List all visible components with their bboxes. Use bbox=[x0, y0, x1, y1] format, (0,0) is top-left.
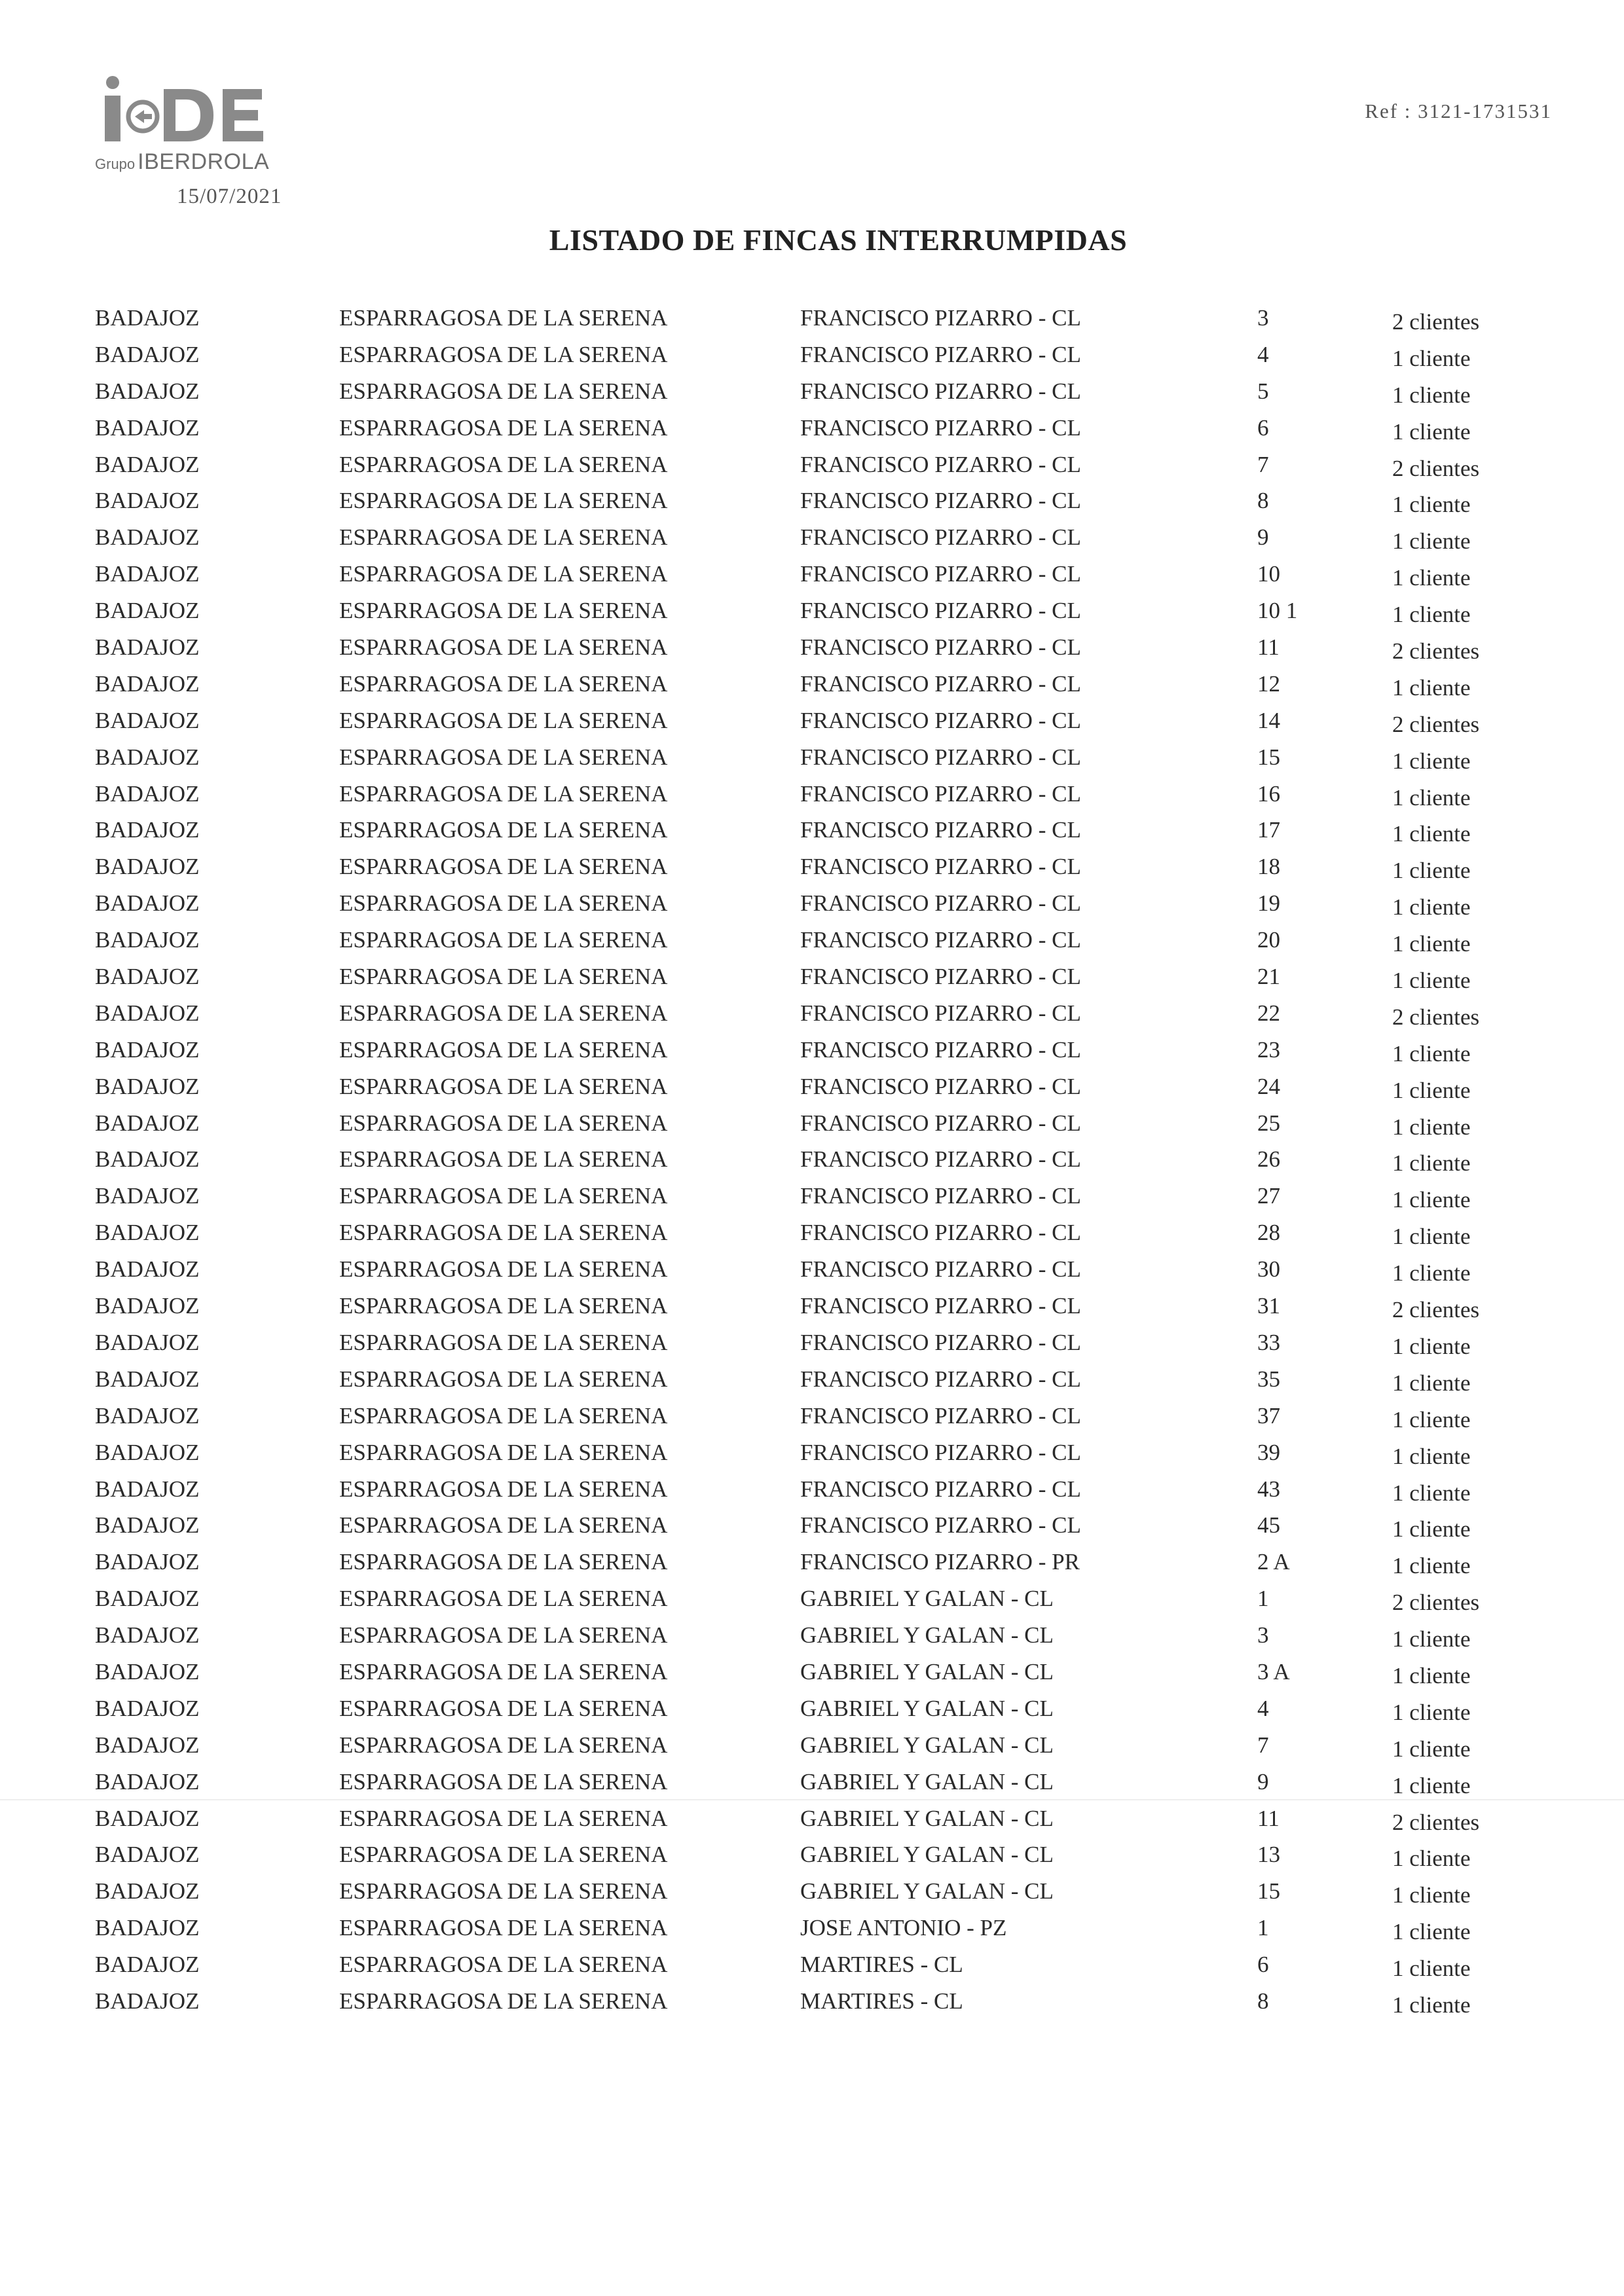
province-cell: BADAJOZ bbox=[95, 1915, 200, 1941]
street-cell: FRANCISCO PIZARRO - CL bbox=[800, 341, 1081, 367]
municipality-cell: ESPARRAGOSA DE LA SERENA bbox=[339, 1512, 668, 1539]
table-row bbox=[0, 1403, 1624, 1440]
clients-cell: 1 cliente bbox=[1392, 1187, 1471, 1213]
street-cell: GABRIEL Y GALAN - CL bbox=[800, 1805, 1054, 1831]
province-cell: BADAJOZ bbox=[95, 634, 200, 661]
street-cell: FRANCISCO PIZARRO - CL bbox=[800, 890, 1081, 917]
street-cell: FRANCISCO PIZARRO - CL bbox=[800, 1000, 1081, 1026]
table-row bbox=[0, 634, 1624, 671]
province-cell: BADAJOZ bbox=[95, 1110, 200, 1136]
clients-cell: 1 cliente bbox=[1392, 931, 1471, 957]
number-cell: 27 bbox=[1257, 1183, 1280, 1209]
table-row bbox=[0, 305, 1624, 342]
street-cell: FRANCISCO PIZARRO - CL bbox=[800, 1220, 1081, 1246]
number-cell: 21 bbox=[1257, 964, 1280, 990]
province-cell: BADAJOZ bbox=[95, 414, 200, 441]
province-cell: BADAJOZ bbox=[95, 1476, 200, 1502]
table-row bbox=[0, 378, 1624, 415]
table-row bbox=[0, 1256, 1624, 1293]
municipality-cell: ESPARRAGOSA DE LA SERENA bbox=[339, 414, 668, 441]
municipality-cell: ESPARRAGOSA DE LA SERENA bbox=[339, 744, 668, 770]
clients-cell: 1 cliente bbox=[1392, 1882, 1471, 1908]
province-cell: BADAJOZ bbox=[95, 1073, 200, 1099]
clients-cell: 1 cliente bbox=[1392, 602, 1471, 628]
scan-artifact-divider bbox=[0, 1799, 1624, 1800]
province-cell: BADAJOZ bbox=[95, 378, 200, 404]
street-cell: FRANCISCO PIZARRO - CL bbox=[800, 451, 1081, 477]
municipality-cell: ESPARRAGOSA DE LA SERENA bbox=[339, 1988, 668, 2014]
street-cell: FRANCISCO PIZARRO - CL bbox=[800, 1439, 1081, 1465]
municipality-cell: ESPARRAGOSA DE LA SERENA bbox=[339, 451, 668, 477]
clients-cell: 1 cliente bbox=[1392, 1443, 1471, 1469]
province-cell: BADAJOZ bbox=[95, 1256, 200, 1283]
street-cell: FRANCISCO PIZARRO - CL bbox=[800, 1402, 1081, 1429]
table-row bbox=[0, 1842, 1624, 1878]
municipality-cell: ESPARRAGOSA DE LA SERENA bbox=[339, 1952, 668, 1978]
table-row bbox=[0, 744, 1624, 781]
municipality-cell: ESPARRAGOSA DE LA SERENA bbox=[339, 524, 668, 551]
table-row bbox=[0, 1988, 1624, 2025]
clients-cell: 1 cliente bbox=[1392, 1150, 1471, 1176]
clients-cell: 1 cliente bbox=[1392, 492, 1471, 518]
municipality-cell: ESPARRAGOSA DE LA SERENA bbox=[339, 488, 668, 514]
number-cell: 3 bbox=[1257, 1622, 1269, 1649]
municipality-cell: ESPARRAGOSA DE LA SERENA bbox=[339, 341, 668, 367]
number-cell: 13 bbox=[1257, 1842, 1280, 1868]
clients-cell: 1 cliente bbox=[1392, 1956, 1471, 1982]
municipality-cell: ESPARRAGOSA DE LA SERENA bbox=[339, 780, 668, 807]
province-cell: BADAJOZ bbox=[95, 707, 200, 733]
number-cell: 7 bbox=[1257, 451, 1269, 477]
province-cell: BADAJOZ bbox=[95, 1878, 200, 1904]
street-cell: FRANCISCO PIZARRO - CL bbox=[800, 1293, 1081, 1319]
street-cell: FRANCISCO PIZARRO - CL bbox=[800, 488, 1081, 514]
street-cell: FRANCISCO PIZARRO - CL bbox=[800, 1036, 1081, 1063]
province-cell: BADAJOZ bbox=[95, 744, 200, 770]
street-cell: GABRIEL Y GALAN - CL bbox=[800, 1695, 1054, 1721]
document-date: 15/07/2021 bbox=[177, 185, 282, 208]
municipality-cell: ESPARRAGOSA DE LA SERENA bbox=[339, 1658, 668, 1685]
clients-cell: 1 cliente bbox=[1392, 528, 1471, 555]
street-cell: FRANCISCO PIZARRO - CL bbox=[800, 305, 1081, 331]
number-cell: 4 bbox=[1257, 341, 1269, 367]
province-cell: BADAJOZ bbox=[95, 1695, 200, 1721]
municipality-cell: ESPARRAGOSA DE LA SERENA bbox=[339, 817, 668, 843]
municipality-cell: ESPARRAGOSA DE LA SERENA bbox=[339, 378, 668, 404]
province-cell: BADAJOZ bbox=[95, 1329, 200, 1355]
table-row bbox=[0, 671, 1624, 708]
street-cell: FRANCISCO PIZARRO - CL bbox=[800, 1476, 1081, 1502]
province-cell: BADAJOZ bbox=[95, 1512, 200, 1539]
street-cell: FRANCISCO PIZARRO - CL bbox=[800, 1146, 1081, 1173]
clients-cell: 1 cliente bbox=[1392, 1919, 1471, 1945]
province-cell: BADAJOZ bbox=[95, 1952, 200, 1978]
province-cell: BADAJOZ bbox=[95, 964, 200, 990]
clients-cell: 1 cliente bbox=[1392, 674, 1471, 701]
street-cell: MARTIRES - CL bbox=[800, 1988, 963, 2014]
province-cell: BADAJOZ bbox=[95, 927, 200, 953]
number-cell: 11 bbox=[1257, 1805, 1280, 1831]
number-cell: 2 A bbox=[1257, 1549, 1290, 1575]
table-row bbox=[0, 1732, 1624, 1769]
province-cell: BADAJOZ bbox=[95, 1586, 200, 1612]
street-cell: FRANCISCO PIZARRO - CL bbox=[800, 744, 1081, 770]
table-row bbox=[0, 415, 1624, 452]
number-cell: 6 bbox=[1257, 1952, 1269, 1978]
number-cell: 22 bbox=[1257, 1000, 1280, 1026]
clients-cell: 1 cliente bbox=[1392, 1370, 1471, 1396]
table-row bbox=[0, 1000, 1624, 1037]
province-cell: BADAJOZ bbox=[95, 1036, 200, 1063]
municipality-cell: ESPARRAGOSA DE LA SERENA bbox=[339, 561, 668, 587]
table-row bbox=[0, 1952, 1624, 1988]
number-cell: 18 bbox=[1257, 854, 1280, 880]
province-cell: BADAJOZ bbox=[95, 1988, 200, 2014]
province-cell: BADAJOZ bbox=[95, 1768, 200, 1795]
clients-cell: 1 cliente bbox=[1392, 1846, 1471, 1872]
number-cell: 33 bbox=[1257, 1329, 1280, 1355]
province-cell: BADAJOZ bbox=[95, 1220, 200, 1246]
table-row bbox=[0, 598, 1624, 634]
page-title: LISTADO DE FINCAS INTERRUMPIDAS bbox=[549, 223, 1128, 257]
table-row bbox=[0, 964, 1624, 1000]
municipality-cell: ESPARRAGOSA DE LA SERENA bbox=[339, 1915, 668, 1941]
number-cell: 10 bbox=[1257, 561, 1280, 587]
document-reference: Ref : 3121-1731531 bbox=[1365, 100, 1552, 122]
number-cell: 9 bbox=[1257, 1768, 1269, 1795]
clients-cell: 2 clientes bbox=[1392, 711, 1480, 737]
table-row bbox=[0, 1878, 1624, 1915]
logo-group-label: Grupo bbox=[95, 156, 136, 172]
table-row bbox=[0, 890, 1624, 927]
province-cell: BADAJOZ bbox=[95, 1439, 200, 1465]
municipality-cell: ESPARRAGOSA DE LA SERENA bbox=[339, 1549, 668, 1575]
province-cell: BADAJOZ bbox=[95, 817, 200, 843]
clients-cell: 1 cliente bbox=[1392, 894, 1471, 920]
street-cell: GABRIEL Y GALAN - CL bbox=[800, 1732, 1054, 1758]
municipality-cell: ESPARRAGOSA DE LA SERENA bbox=[339, 1110, 668, 1136]
table-row bbox=[0, 1806, 1624, 1842]
clients-cell: 1 cliente bbox=[1392, 1626, 1471, 1652]
municipality-cell: ESPARRAGOSA DE LA SERENA bbox=[339, 670, 668, 697]
province-cell: BADAJOZ bbox=[95, 524, 200, 551]
clients-cell: 1 cliente bbox=[1392, 1406, 1471, 1432]
clients-cell: 1 cliente bbox=[1392, 748, 1471, 774]
province-cell: BADAJOZ bbox=[95, 1805, 200, 1831]
number-cell: 23 bbox=[1257, 1036, 1280, 1063]
street-cell: FRANCISCO PIZARRO - CL bbox=[800, 670, 1081, 697]
street-cell: GABRIEL Y GALAN - CL bbox=[800, 1586, 1054, 1612]
municipality-cell: ESPARRAGOSA DE LA SERENA bbox=[339, 707, 668, 733]
municipality-cell: ESPARRAGOSA DE LA SERENA bbox=[339, 854, 668, 880]
number-cell: 12 bbox=[1257, 670, 1280, 697]
table-row bbox=[0, 452, 1624, 488]
street-cell: GABRIEL Y GALAN - CL bbox=[800, 1842, 1054, 1868]
clients-cell: 2 clientes bbox=[1392, 309, 1480, 335]
table-row bbox=[0, 342, 1624, 378]
number-cell: 25 bbox=[1257, 1110, 1280, 1136]
street-cell: FRANCISCO PIZARRO - CL bbox=[800, 927, 1081, 953]
table-row bbox=[0, 1110, 1624, 1147]
municipality-cell: ESPARRAGOSA DE LA SERENA bbox=[339, 1329, 668, 1355]
number-cell: 37 bbox=[1257, 1402, 1280, 1429]
number-cell: 7 bbox=[1257, 1732, 1269, 1758]
clients-cell: 1 cliente bbox=[1392, 821, 1471, 847]
number-cell: 3 A bbox=[1257, 1658, 1290, 1685]
number-cell: 15 bbox=[1257, 744, 1280, 770]
number-cell: 15 bbox=[1257, 1878, 1280, 1904]
province-cell: BADAJOZ bbox=[95, 1146, 200, 1173]
clients-cell: 1 cliente bbox=[1392, 1114, 1471, 1140]
table-row bbox=[0, 1586, 1624, 1622]
street-cell: FRANCISCO PIZARRO - PR bbox=[800, 1549, 1080, 1575]
municipality-cell: ESPARRAGOSA DE LA SERENA bbox=[339, 598, 668, 624]
table-row bbox=[0, 1659, 1624, 1696]
table-row bbox=[0, 1220, 1624, 1256]
clients-cell: 1 cliente bbox=[1392, 1553, 1471, 1579]
number-cell: 30 bbox=[1257, 1256, 1280, 1283]
province-cell: BADAJOZ bbox=[95, 561, 200, 587]
municipality-cell: ESPARRAGOSA DE LA SERENA bbox=[339, 1000, 668, 1026]
province-cell: BADAJOZ bbox=[95, 1658, 200, 1685]
table-row bbox=[0, 1330, 1624, 1366]
number-cell: 35 bbox=[1257, 1366, 1280, 1392]
municipality-cell: ESPARRAGOSA DE LA SERENA bbox=[339, 1476, 668, 1502]
clients-cell: 2 clientes bbox=[1392, 1590, 1480, 1616]
street-cell: GABRIEL Y GALAN - CL bbox=[800, 1768, 1054, 1795]
number-cell: 14 bbox=[1257, 707, 1280, 733]
number-cell: 1 bbox=[1257, 1586, 1269, 1612]
clients-cell: 1 cliente bbox=[1392, 1260, 1471, 1286]
clients-cell: 1 cliente bbox=[1392, 1699, 1471, 1725]
street-cell: GABRIEL Y GALAN - CL bbox=[800, 1658, 1054, 1685]
municipality-cell: ESPARRAGOSA DE LA SERENA bbox=[339, 1183, 668, 1209]
street-cell: FRANCISCO PIZARRO - CL bbox=[800, 1110, 1081, 1136]
number-cell: 26 bbox=[1257, 1146, 1280, 1173]
table-row bbox=[0, 1512, 1624, 1549]
clients-cell: 2 clientes bbox=[1392, 1004, 1480, 1030]
street-cell: GABRIEL Y GALAN - CL bbox=[800, 1622, 1054, 1649]
province-cell: BADAJOZ bbox=[95, 1183, 200, 1209]
table-row bbox=[0, 1440, 1624, 1476]
logo-subtitle bbox=[95, 149, 269, 175]
municipality-cell: ESPARRAGOSA DE LA SERENA bbox=[339, 1878, 668, 1904]
table-row bbox=[0, 524, 1624, 561]
municipality-cell: ESPARRAGOSA DE LA SERENA bbox=[339, 1220, 668, 1246]
clients-cell: 1 cliente bbox=[1392, 382, 1471, 408]
table-row bbox=[0, 1476, 1624, 1513]
province-cell: BADAJOZ bbox=[95, 305, 200, 331]
municipality-cell: ESPARRAGOSA DE LA SERENA bbox=[339, 1036, 668, 1063]
table-row bbox=[0, 561, 1624, 598]
municipality-cell: ESPARRAGOSA DE LA SERENA bbox=[339, 305, 668, 331]
table-row bbox=[0, 1293, 1624, 1330]
municipality-cell: ESPARRAGOSA DE LA SERENA bbox=[339, 1695, 668, 1721]
number-cell: 24 bbox=[1257, 1073, 1280, 1099]
clients-cell: 1 cliente bbox=[1392, 858, 1471, 884]
logo-brand-label: IBERDROLA bbox=[138, 149, 270, 174]
street-cell: FRANCISCO PIZARRO - CL bbox=[800, 964, 1081, 990]
number-cell: 16 bbox=[1257, 780, 1280, 807]
number-cell: 3 bbox=[1257, 305, 1269, 331]
number-cell: 9 bbox=[1257, 524, 1269, 551]
municipality-cell: ESPARRAGOSA DE LA SERENA bbox=[339, 1402, 668, 1429]
table-row bbox=[0, 1915, 1624, 1952]
table-row bbox=[0, 781, 1624, 818]
number-cell: 8 bbox=[1257, 1988, 1269, 2014]
clients-cell: 1 cliente bbox=[1392, 968, 1471, 994]
province-cell: BADAJOZ bbox=[95, 451, 200, 477]
province-cell: BADAJOZ bbox=[95, 890, 200, 917]
number-cell: 8 bbox=[1257, 488, 1269, 514]
table-row bbox=[0, 1074, 1624, 1110]
clients-cell: 1 cliente bbox=[1392, 1662, 1471, 1688]
clients-cell: 1 cliente bbox=[1392, 1736, 1471, 1762]
table-row bbox=[0, 854, 1624, 890]
street-cell: FRANCISCO PIZARRO - CL bbox=[800, 854, 1081, 880]
municipality-cell: ESPARRAGOSA DE LA SERENA bbox=[339, 1586, 668, 1612]
municipality-cell: ESPARRAGOSA DE LA SERENA bbox=[339, 1073, 668, 1099]
clients-cell: 1 cliente bbox=[1392, 345, 1471, 371]
street-cell: FRANCISCO PIZARRO - CL bbox=[800, 1329, 1081, 1355]
clients-cell: 1 cliente bbox=[1392, 784, 1471, 811]
number-cell: 10 1 bbox=[1257, 598, 1298, 624]
number-cell: 11 bbox=[1257, 634, 1280, 661]
municipality-cell: ESPARRAGOSA DE LA SERENA bbox=[339, 1622, 668, 1649]
table-row bbox=[0, 1366, 1624, 1403]
municipality-cell: ESPARRAGOSA DE LA SERENA bbox=[339, 1293, 668, 1319]
table-row bbox=[0, 817, 1624, 854]
fincas-table bbox=[0, 305, 1624, 2025]
province-cell: BADAJOZ bbox=[95, 1732, 200, 1758]
street-cell: FRANCISCO PIZARRO - CL bbox=[800, 1073, 1081, 1099]
clients-cell: 1 cliente bbox=[1392, 1480, 1471, 1506]
number-cell: 4 bbox=[1257, 1695, 1269, 1721]
clients-cell: 2 clientes bbox=[1392, 1297, 1480, 1323]
clients-cell: 1 cliente bbox=[1392, 1992, 1471, 2018]
street-cell: FRANCISCO PIZARRO - CL bbox=[800, 780, 1081, 807]
street-cell: GABRIEL Y GALAN - CL bbox=[800, 1878, 1054, 1904]
street-cell: FRANCISCO PIZARRO - CL bbox=[800, 561, 1081, 587]
municipality-cell: ESPARRAGOSA DE LA SERENA bbox=[339, 1256, 668, 1283]
province-cell: BADAJOZ bbox=[95, 670, 200, 697]
table-row bbox=[0, 1146, 1624, 1183]
municipality-cell: ESPARRAGOSA DE LA SERENA bbox=[339, 1732, 668, 1758]
municipality-cell: ESPARRAGOSA DE LA SERENA bbox=[339, 927, 668, 953]
street-cell: FRANCISCO PIZARRO - CL bbox=[800, 598, 1081, 624]
number-cell: 31 bbox=[1257, 1293, 1280, 1319]
number-cell: 19 bbox=[1257, 890, 1280, 917]
street-cell: FRANCISCO PIZARRO - CL bbox=[800, 817, 1081, 843]
table-row bbox=[0, 1037, 1624, 1074]
province-cell: BADAJOZ bbox=[95, 1000, 200, 1026]
number-cell: 5 bbox=[1257, 378, 1269, 404]
municipality-cell: ESPARRAGOSA DE LA SERENA bbox=[339, 1146, 668, 1173]
clients-cell: 1 cliente bbox=[1392, 1333, 1471, 1359]
table-row bbox=[0, 488, 1624, 524]
province-cell: BADAJOZ bbox=[95, 1549, 200, 1575]
province-cell: BADAJOZ bbox=[95, 780, 200, 807]
table-row bbox=[0, 708, 1624, 744]
street-cell: FRANCISCO PIZARRO - CL bbox=[800, 524, 1081, 551]
province-cell: BADAJOZ bbox=[95, 1622, 200, 1649]
clients-cell: 1 cliente bbox=[1392, 1040, 1471, 1066]
clients-cell: 1 cliente bbox=[1392, 565, 1471, 591]
street-cell: MARTIRES - CL bbox=[800, 1952, 963, 1978]
municipality-cell: ESPARRAGOSA DE LA SERENA bbox=[339, 1439, 668, 1465]
street-cell: FRANCISCO PIZARRO - CL bbox=[800, 1366, 1081, 1392]
municipality-cell: ESPARRAGOSA DE LA SERENA bbox=[339, 1842, 668, 1868]
table-row bbox=[0, 1549, 1624, 1586]
number-cell: 39 bbox=[1257, 1439, 1280, 1465]
table-row bbox=[0, 1696, 1624, 1732]
clients-cell: 2 clientes bbox=[1392, 455, 1480, 481]
municipality-cell: ESPARRAGOSA DE LA SERENA bbox=[339, 964, 668, 990]
municipality-cell: ESPARRAGOSA DE LA SERENA bbox=[339, 1768, 668, 1795]
street-cell: FRANCISCO PIZARRO - CL bbox=[800, 414, 1081, 441]
street-cell: JOSE ANTONIO - PZ bbox=[800, 1915, 1007, 1941]
number-cell: 43 bbox=[1257, 1476, 1280, 1502]
municipality-cell: ESPARRAGOSA DE LA SERENA bbox=[339, 1805, 668, 1831]
clients-cell: 2 clientes bbox=[1392, 638, 1480, 665]
clients-cell: 1 cliente bbox=[1392, 1224, 1471, 1250]
province-cell: BADAJOZ bbox=[95, 598, 200, 624]
ide-logo-icon bbox=[98, 73, 295, 152]
municipality-cell: ESPARRAGOSA DE LA SERENA bbox=[339, 1366, 668, 1392]
province-cell: BADAJOZ bbox=[95, 1366, 200, 1392]
street-cell: FRANCISCO PIZARRO - CL bbox=[800, 1256, 1081, 1283]
province-cell: BADAJOZ bbox=[95, 854, 200, 880]
clients-cell: 1 cliente bbox=[1392, 1772, 1471, 1798]
street-cell: FRANCISCO PIZARRO - CL bbox=[800, 1183, 1081, 1209]
number-cell: 17 bbox=[1257, 817, 1280, 843]
municipality-cell: ESPARRAGOSA DE LA SERENA bbox=[339, 634, 668, 661]
clients-cell: 1 cliente bbox=[1392, 1516, 1471, 1542]
province-cell: BADAJOZ bbox=[95, 488, 200, 514]
province-cell: BADAJOZ bbox=[95, 1402, 200, 1429]
number-cell: 28 bbox=[1257, 1220, 1280, 1246]
clients-cell: 1 cliente bbox=[1392, 1077, 1471, 1103]
number-cell: 20 bbox=[1257, 927, 1280, 953]
municipality-cell: ESPARRAGOSA DE LA SERENA bbox=[339, 890, 668, 917]
number-cell: 1 bbox=[1257, 1915, 1269, 1941]
street-cell: FRANCISCO PIZARRO - CL bbox=[800, 1512, 1081, 1539]
province-cell: BADAJOZ bbox=[95, 1842, 200, 1868]
table-row bbox=[0, 1183, 1624, 1220]
table-row bbox=[0, 1622, 1624, 1659]
number-cell: 6 bbox=[1257, 414, 1269, 441]
province-cell: BADAJOZ bbox=[95, 341, 200, 367]
number-cell: 45 bbox=[1257, 1512, 1280, 1539]
street-cell: FRANCISCO PIZARRO - CL bbox=[800, 634, 1081, 661]
table-row bbox=[0, 927, 1624, 964]
clients-cell: 2 clientes bbox=[1392, 1809, 1480, 1835]
street-cell: FRANCISCO PIZARRO - CL bbox=[800, 707, 1081, 733]
clients-cell: 1 cliente bbox=[1392, 418, 1471, 445]
street-cell: FRANCISCO PIZARRO - CL bbox=[800, 378, 1081, 404]
province-cell: BADAJOZ bbox=[95, 1293, 200, 1319]
